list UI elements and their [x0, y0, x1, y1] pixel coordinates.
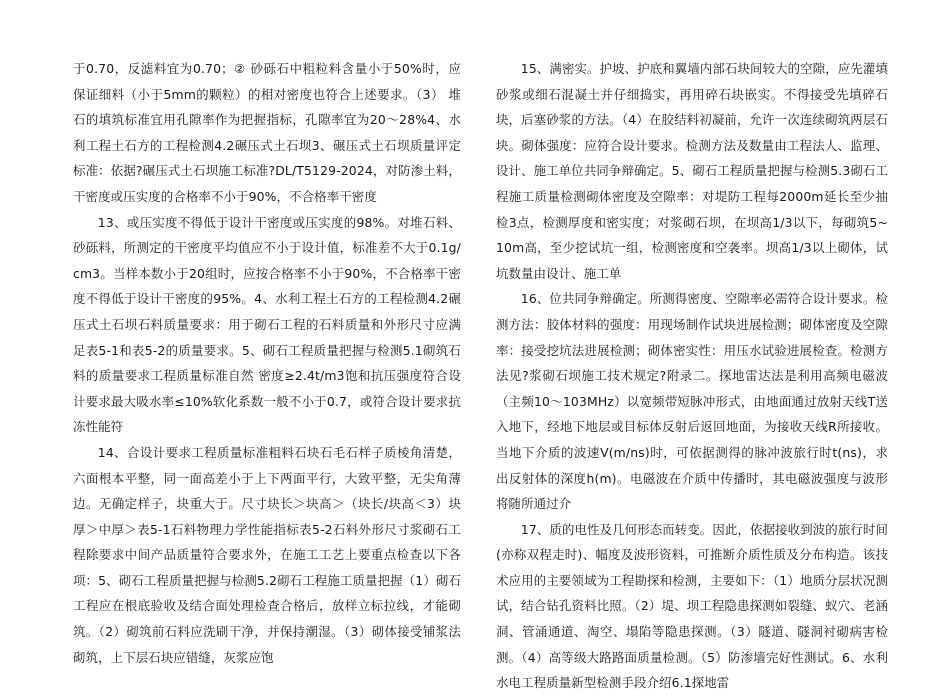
paragraph-15: 15、满密实。护坡、护底和翼墙内部石块间较大的空隙，应先灌填砂浆或细石混凝土并仔细捣实，再用碎石块嵌实。不得接受先填碎石块，后塞砂浆的方法。（4）在胶结料初凝前，允许一次连续砌筑两层石块。砌体强度：应符合设计要求。检测方法及数量由工程法人、监理、设计、施工单位共同争辩确定。5、砌石工程质量把握与检测5.3砌石工程施工质量检测砌体密度及空隙率：对堤防工程每2000m延长至少抽检3点，检测厚度和密实度；对浆砌石坝，在坝高1/3以下，每砌筑5~10m高，至少挖试坑一组，检测密度和空袭率。坝高1/3以上砌体，试坑数量由设计、施工单: [496, 61, 889, 281]
paragraph-17: 17、质的电性及几何形态而转变。因此，依据接收到波的旅行时间(亦称双程走时)、幅度及波形资料，可推断介质性质及分布构造。该技术应用的主要领域为工程勘探和检测，主要如下：（1）地质分层状况测试，结合钻孔资料比照。（2）堤、坝工程隐患探测如裂缝、蚁穴、老涵洞、管涌通道、淘空、塌陷等隐患探测。（3）隧道、隧洞衬砌病害检测。（4）高等级大路路面质量检测。（5）防渗墙完好性测试。6、水利水电工程质量新型检测手段介绍6.1探地雷: [496, 521, 889, 691]
paragraph-16: 16、位共同争辩确定。所测得密度、空隙率必需符合设计要求。检测方法：胶体材料的强度：用现场制作试块进展检测；砌体密度及空隙率：接受挖坑法进展检测；砌体密实性：用压水试验进展检查。检测方法见?浆砌石坝施工技术规定?附录二。探地雷达法是利用高频电磁波（主频10～103MHz）以宽频带短脉冲形式，由地面通过放射天线T送入地下，经地下地层或目标体反射后返回地面，为接收天线R所接收。当地下介质的波速V(m/ns)时，可依据测得的脉冲波旅行时t(ns)，求出反射体的深度h(m)。电磁波在介质中传播时，其电磁波强度与波形将随所通过介: [496, 291, 889, 512]
right-text-column: [496, 56, 888, 696]
paragraph-14: 14、合设计要求工程质量标准粗料石块石毛石样子质棱角清楚，六面根本平整，同一面高差小于上下两面平行，大致平整，无尖角薄边。无确定样子，块重大于。尺寸块长＞块高＞（块长/块高＜3）块厚＞中厚＞表5-1石料物理力学性能指标表5-2石料外形尺寸浆砌石工程除要求中间产品质量符合要求外，在施工工艺上要重点检查以下各项：5、砌石工程质量把握与检测5.2砌石工程施工质量把握（1）砌石工程应在根底验收及结合面处理检查合格后，放样立标拉线，才能砌筑。（2）砌筑前石料应洗刷干净，并保持潮湿。（3）砌体接受铺浆法砌筑，上下层石块应错缝，灰浆应饱: [73, 444, 461, 665]
paragraph-13: 13、或压实度不得低于设计干密度或压实度的98%。对堆石料、砂砾料，所测定的干密度平均值应不小于设计值，标准差不大于0.1g/cm3。当样本数小于20组时，应按合格率不小于90%，不合格率干密度不得低于设计干密度的95%。4、水利工程土石方的工程检测4.2碾压式土石坝石料质量要求：用于砌石工程的石料质量和外形尺寸应满足表5-1和表5-2的质量要求。5、砌石工程质量把握与检测5.1砌筑石料的质量要求工程质量标准自然 密度≥2.4t/m3饱和抗压强度符合设计要求最大吸水率≤10%软化系数一般不小于0.7，或符合设计要求抗冻性能符: [73, 214, 461, 435]
paragraph-continuation: 于0.70，反滤料宜为0.70；② 砂砾石中粗粒料含量小于50%时，应保证细料（小于5mm的颗粒）的相对密度也符合上述要求。（3） 堆石的填筑标准宜用孔隙率作为把握指标，孔隙率宜为20～28%4、水利工程土石方的工程检测4.2碾压式土石坝3、碾压式土石坝质量评定标准：依据?碾压式土石坝施工标准?DL/T5129-2024，对防渗土料，干密度或压实度的合格率不小于90%，不合格率干密度: [73, 61, 461, 204]
left-text-column: [73, 56, 461, 670]
